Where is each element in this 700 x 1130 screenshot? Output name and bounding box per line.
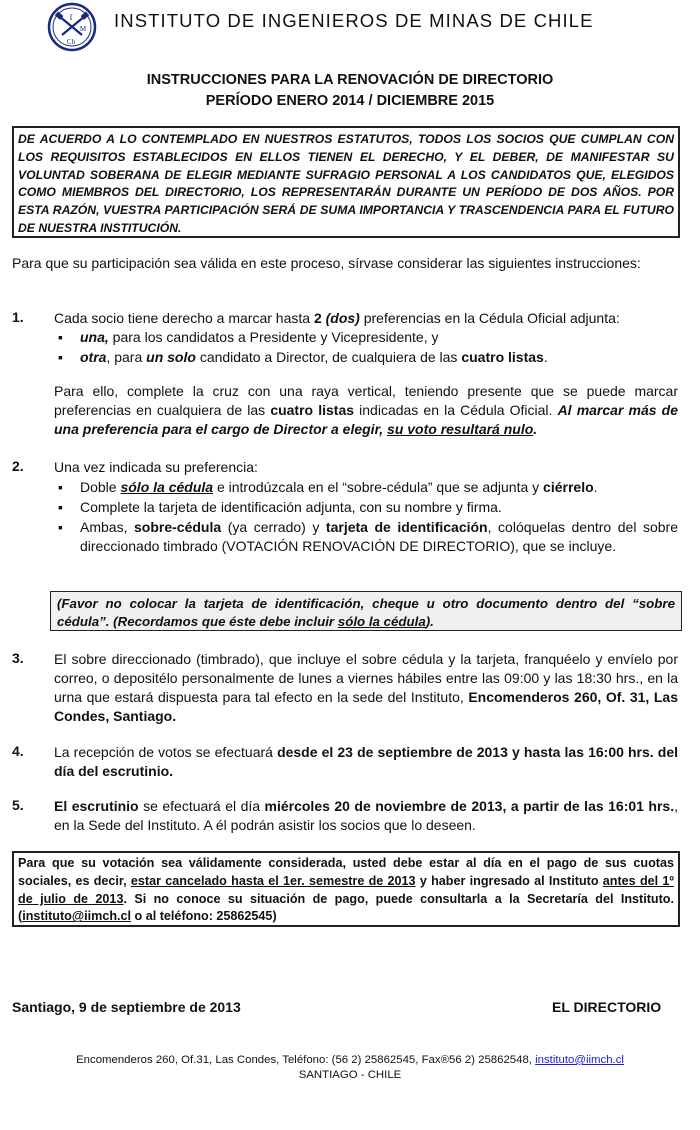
bullet-square-icon: ▪ xyxy=(58,329,63,345)
bullet-square-icon: ▪ xyxy=(58,349,63,365)
institute-logo xyxy=(46,2,98,52)
item-2-bullet-3: ▪ Ambas, sobre-cédula (ya cerrado) y tarjeta de identificación, colóquelas dentro del sobre direccionado timbrado (VOTACIÓN RENOVACIÓN DE DIRECTORIO), que se incluye. xyxy=(58,519,679,554)
item-2-number: 2. xyxy=(12,458,24,474)
item-1-number: 1. xyxy=(12,309,24,325)
bullet-square-icon: ▪ xyxy=(58,479,63,495)
note-box: (Favor no colocar la tarjeta de identificación, cheque u otro documento dentro del “sobre cédula”. (Recordamos que éste debe incluir sólo la cédula). xyxy=(50,591,682,631)
logo-letter-ch: Ch xyxy=(66,38,76,46)
item-4-text: La recepción de votos se efectuará desde el 23 de septiembre de 2013 y hasta las 16:00 hrs. del día del escrutinio. xyxy=(54,744,678,779)
payment-notice-box: Para que su votación sea válidamente considerada, usted debe estar al día en el pago de sus cuotas sociales, es decir, estar cancelado hasta el 1er. semestre de 2013 y haber ingresado al Instituto antes del 1º de julio de 2013. Si no conoce su situación de pago, puede consultarla a la Secretaría del Instituto. (instituto@iimch.cl o al teléfono: 25862545) xyxy=(12,851,680,927)
footer-email-link[interactable]: instituto@iimch.cl xyxy=(535,1054,624,1066)
lead-paragraph: Para que su participación sea válida en este proceso, sírvase considerar las siguientes instrucciones: xyxy=(12,255,641,271)
letterhead xyxy=(46,2,666,52)
document-title xyxy=(0,70,700,112)
item-1-paragraph: Para ello, complete la cruz con una raya vertical, teniendo presente que se puede marcar preferencias en cualquiera de las cuatro listas indicadas en la Cédula Oficial. Al marcar más de una preferencia para el cargo de Director a elegir, su voto resultará nulo. xyxy=(54,383,678,437)
title-line-2: PERÍODO ENERO 2014 / DICIEMBRE 2015 xyxy=(205,93,495,109)
item-2-intro: Una vez indicada su preferencia: xyxy=(54,459,258,475)
logo-letter-m: M xyxy=(79,25,87,33)
notice-email-link[interactable]: instituto@iimch.cl xyxy=(22,909,132,924)
place-date: Santiago, 9 de septiembre de 2013 xyxy=(12,999,241,1015)
item-3-number: 3. xyxy=(12,650,24,666)
item-5-number: 5. xyxy=(12,797,24,813)
footer xyxy=(0,1053,700,1083)
item-5-text: El escrutinio se efectuará el día miércoles 20 de noviembre de 2013, a partir de las 16:01 hrs., en la Sede del Instituto. A él podrán asistir los socios que lo deseen. xyxy=(54,798,678,833)
footer-city: SANTIAGO - CHILE xyxy=(298,1069,402,1081)
item-1-bullet-2: ▪ otra, para un solo candidato a Director, de cualquiera de las cuatro listas. xyxy=(58,349,548,365)
item-4-number: 4. xyxy=(12,743,24,759)
signer: EL DIRECTORIO xyxy=(552,999,662,1015)
title-line-1: INSTRUCCIONES PARA LA RENOVACIÓN DE DIRECTORIO xyxy=(146,72,554,88)
item-2-bullet-2: ▪ Complete la tarjeta de identificación adjunta, con su nombre y firma. xyxy=(58,499,502,515)
item-3-text: El sobre direccionado (timbrado), que incluye el sobre cédula y la tarjeta, franquéelo y envíelo por correo, o depositélo personalmente de lunes a viernes hábiles entre las 09:00 y las 18:30 hrs., en la urna que estará dispuesta para tal efecto en la sede del Instituto, Encomenderos 260, Of. 31, Las Condes, Santiago. xyxy=(54,651,678,724)
footer-address: Encomenderos 260, Of.31, Las Condes, Teléfono: (56 2) 25862545, Fax®56 2) 25862548, instituto@iimch.cl xyxy=(76,1054,624,1066)
item-1-text: Cada socio tiene derecho a marcar hasta 2 (dos) preferencias en la Cédula Oficial adjunta: xyxy=(54,310,620,326)
intro-box: DE ACUERDO A LO CONTEMPLADO EN NUESTROS ESTATUTOS, TODOS LOS SOCIOS QUE CUMPLAN CON LOS REQUISITOS ESTABLECIDOS EN ELLOS TIENEN EL DERECHO, Y EL DEBER, DE MANIFESTAR SU VOLUNTAD SOBERANA DE ELEGIR MEDIANTE SUFRAGIO PERSONAL A LOS CANDIDATOS QUE, ELEGIDOS COMO MIEMBROS DEL DIRECTORIO, LOS REPRESENTARÁN DURANTE UN PERÍODO DE DOS AÑOS. POR ESTA RAZÓN, VUESTRA PARTICIPACIÓN SERÁ DE SUMA IMPORTANCIA Y TRASCENDENCIA PARA EL FUTURO DE NUESTRA INSTITUCIÓN. xyxy=(12,126,680,238)
logo-letter-i: I xyxy=(69,13,73,22)
bullet-square-icon: ▪ xyxy=(58,519,63,535)
item-2-bullet-1: ▪ Doble sólo la cédula e introdúzcala en el “sobre-cédula” que se adjunta y ciérrelo. xyxy=(58,479,598,495)
item-1-bullet-1: ▪ una, para los candidatos a Presidente y Vicepresidente, y xyxy=(58,329,439,345)
institute-name: INSTITUTO DE INGENIEROS DE MINAS DE CHILE xyxy=(114,10,594,31)
bullet-square-icon: ▪ xyxy=(58,499,63,515)
